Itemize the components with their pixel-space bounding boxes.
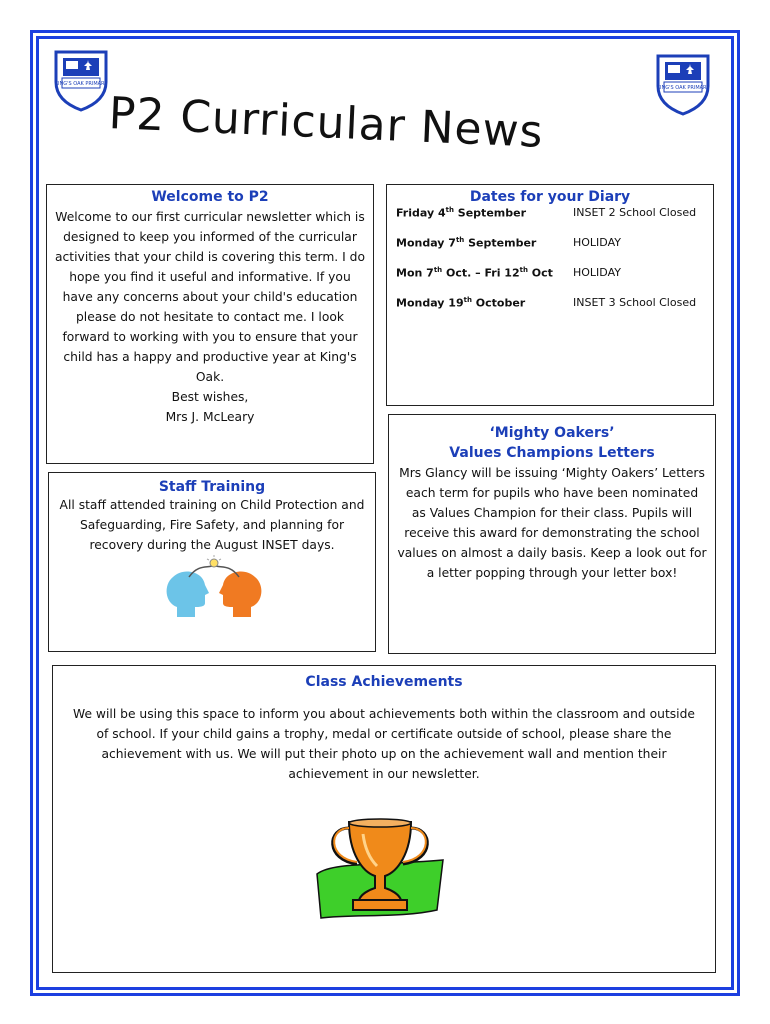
school-crest-icon-left — [52, 48, 110, 112]
oakers-title-line2: Values Champions Letters — [449, 445, 655, 461]
diary-event: HOLIDAY — [573, 266, 621, 279]
diary-list — [387, 206, 713, 326]
diary-event: HOLIDAY — [573, 236, 621, 249]
staff-body: All staff attended training on Child Protection and Safeguarding, Fire Safety, and planning for recovery during the August INSET days. — [59, 498, 365, 552]
trophy-icon — [313, 814, 447, 926]
page-title: P2 Curricular News — [107, 88, 545, 158]
class-achievements-box — [52, 665, 716, 973]
diary-title: Dates for your Diary — [469, 189, 631, 205]
achievements-body: We will be using this space to inform you about achievements both within the classroom and outside of school. If your child gains a trophy, medal or certificate outside of school, please share the achievement with us. We will put their photo up on the achievement wall and mention their achievement in our newsletter. — [73, 707, 695, 781]
diary-row — [387, 266, 713, 296]
achievements-title: Class Achievements — [305, 674, 463, 690]
diary-event: INSET 2 School Closed — [573, 206, 697, 219]
oakers-body: Mrs Glancy will be issuing ‘Mighty Oakers’ Letters each term for pupils who have been nominated as Values Champion for their class. Pupils will receive this award for demonstrating the school values on almost a daily basis. Keep a look out for a letter popping through your letter box! — [397, 466, 707, 580]
staff-training-box — [48, 472, 376, 652]
welcome-body: Welcome to our first curricular newsletter which is designed to keep you informed of the curricular activities that your child is covering this term. I do hope you find it useful and informative. If you have any concerns about your child's education please do not hesitate to contact me. I look forward to working with you to ensure that your child has a happy and productive year at King's Oak. — [55, 210, 365, 384]
crest-text: KING'S OAK PRIMARY — [656, 85, 710, 91]
school-crest-icon-right — [654, 52, 712, 116]
diary-date: Friday 4th September — [396, 206, 526, 220]
diary-event: INSET 3 School Closed — [573, 296, 697, 309]
diary-date: Mon 7th Oct. – Fri 12th Oct — [396, 266, 553, 280]
diary-date: Monday 19th October — [396, 296, 526, 310]
diary-box — [386, 184, 714, 406]
welcome-title: Welcome to P2 — [151, 189, 269, 205]
oakers-title-line1: ‘Mighty Oakers’ — [489, 425, 615, 441]
diary-row — [387, 296, 713, 326]
staff-title: Staff Training — [158, 479, 266, 495]
diary-date: Monday 7th September — [396, 236, 537, 250]
welcome-box — [46, 184, 374, 464]
mighty-oakers-box — [388, 414, 716, 654]
welcome-signature: Mrs J. McLeary — [165, 410, 255, 424]
crest-text: KING'S OAK PRIMARY — [54, 81, 108, 87]
diary-row — [387, 236, 713, 266]
heads-thinking-icon — [159, 555, 269, 623]
diary-row — [387, 206, 713, 236]
welcome-signoff: Best wishes, — [171, 390, 249, 404]
